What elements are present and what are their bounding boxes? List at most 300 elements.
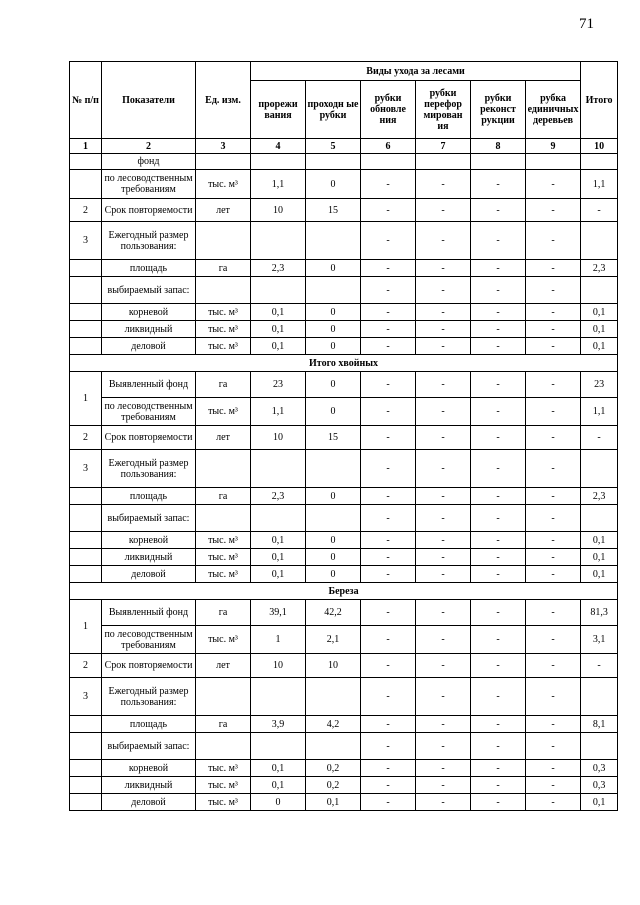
unit-cell: га (196, 716, 251, 733)
unit-cell (196, 277, 251, 304)
value-cell (306, 678, 361, 716)
value-cell: 0,1 (251, 338, 306, 355)
row-number (70, 170, 102, 199)
value-cell: 0 (306, 532, 361, 549)
value-cell: - (526, 794, 581, 811)
unit-cell (196, 678, 251, 716)
table-row (70, 716, 618, 733)
value-cell: 0 (306, 398, 361, 426)
value-cell: - (361, 626, 416, 654)
value-cell: - (361, 777, 416, 794)
table-row (70, 372, 618, 398)
value-cell: - (471, 760, 526, 777)
total-cell: 0,1 (581, 566, 618, 583)
value-cell: 23 (251, 372, 306, 398)
value-cell: - (361, 566, 416, 583)
value-cell: - (416, 654, 471, 678)
total-cell: - (581, 199, 618, 222)
row-number (70, 154, 102, 170)
value-cell: 0 (306, 260, 361, 277)
value-cell: 2,3 (251, 260, 306, 277)
value-cell: 15 (306, 426, 361, 450)
row-number (70, 794, 102, 811)
value-cell: - (471, 716, 526, 733)
indicator-cell: площадь (102, 260, 196, 277)
total-cell: 0,1 (581, 549, 618, 566)
unit-cell: тыс. м³ (196, 549, 251, 566)
indicator-cell: Срок повторяемости (102, 426, 196, 450)
value-cell: 0 (306, 321, 361, 338)
row-number (70, 304, 102, 321)
value-cell: - (526, 505, 581, 532)
header-num: № п/п (70, 62, 102, 139)
indicator-cell: площадь (102, 716, 196, 733)
value-cell: 0,1 (251, 566, 306, 583)
value-cell: - (361, 170, 416, 199)
value-cell: 0,1 (251, 532, 306, 549)
row-number (70, 488, 102, 505)
value-cell: 2,1 (306, 626, 361, 654)
value-cell: - (416, 488, 471, 505)
row-number (70, 760, 102, 777)
value-cell (526, 154, 581, 170)
unit-cell: тыс. м³ (196, 338, 251, 355)
value-cell: - (526, 678, 581, 716)
value-cell: - (361, 277, 416, 304)
row-number: 3 (70, 222, 102, 260)
value-cell: - (526, 199, 581, 222)
table-row (70, 321, 618, 338)
total-cell (581, 222, 618, 260)
unit-cell: лет (196, 199, 251, 222)
table-row (70, 338, 618, 355)
value-cell: - (416, 777, 471, 794)
value-cell: - (526, 222, 581, 260)
unit-cell (196, 154, 251, 170)
indicator-cell: Ежегодный размер пользования: (102, 450, 196, 488)
value-cell: - (526, 260, 581, 277)
value-cell: - (471, 170, 526, 199)
value-cell: - (416, 678, 471, 716)
value-cell: 0,1 (251, 549, 306, 566)
column-index: 4 (251, 139, 306, 154)
table-row (70, 600, 618, 626)
total-cell: 0,3 (581, 760, 618, 777)
unit-cell: лет (196, 654, 251, 678)
indicator-cell: по лесоводственным требованиям (102, 398, 196, 426)
value-cell: 0,1 (251, 777, 306, 794)
value-cell: - (361, 733, 416, 760)
total-cell (581, 678, 618, 716)
value-cell (361, 154, 416, 170)
value-cell: 0 (306, 566, 361, 583)
table-row (70, 733, 618, 760)
value-cell: - (361, 338, 416, 355)
indicator-cell: корневой (102, 532, 196, 549)
value-cell (306, 450, 361, 488)
row-number (70, 505, 102, 532)
value-cell: 15 (306, 199, 361, 222)
indicator-cell: корневой (102, 760, 196, 777)
value-cell: - (361, 654, 416, 678)
table-row (70, 626, 618, 654)
table-row (70, 277, 618, 304)
value-cell: 0 (306, 170, 361, 199)
value-cell: 0 (251, 794, 306, 811)
value-cell: - (471, 549, 526, 566)
value-cell: 39,1 (251, 600, 306, 626)
value-cell: - (471, 532, 526, 549)
row-number (70, 549, 102, 566)
value-cell: 0,1 (251, 760, 306, 777)
value-cell: 2,3 (251, 488, 306, 505)
table-row (70, 654, 618, 678)
value-cell: - (361, 426, 416, 450)
indicator-cell: площадь (102, 488, 196, 505)
table-row (70, 222, 618, 260)
value-cell: - (471, 338, 526, 355)
total-cell: 1,1 (581, 398, 618, 426)
total-cell: - (581, 654, 618, 678)
table-row (70, 398, 618, 426)
table-row (70, 760, 618, 777)
value-cell: - (526, 777, 581, 794)
row-number: 2 (70, 199, 102, 222)
value-cell: - (471, 450, 526, 488)
row-number (70, 277, 102, 304)
value-cell: - (416, 450, 471, 488)
value-cell: - (526, 372, 581, 398)
total-cell: 1,1 (581, 170, 618, 199)
value-cell: 10 (251, 199, 306, 222)
value-cell: - (416, 372, 471, 398)
indicator-cell: выбираемый запас: (102, 733, 196, 760)
value-cell: - (361, 222, 416, 260)
table-row (70, 678, 618, 716)
total-cell: 3,1 (581, 626, 618, 654)
value-cell (251, 222, 306, 260)
unit-cell: тыс. м³ (196, 760, 251, 777)
table-row (70, 549, 618, 566)
unit-cell: тыс. м³ (196, 566, 251, 583)
value-cell: 0,2 (306, 777, 361, 794)
value-cell (306, 277, 361, 304)
value-cell: - (471, 398, 526, 426)
row-number (70, 733, 102, 760)
value-cell: 0,1 (251, 304, 306, 321)
value-cell: - (526, 488, 581, 505)
table-row (70, 426, 618, 450)
total-cell (581, 733, 618, 760)
column-index: 5 (306, 139, 361, 154)
value-cell: 0 (306, 304, 361, 321)
value-cell: - (526, 716, 581, 733)
value-cell: - (416, 549, 471, 566)
value-cell: - (361, 199, 416, 222)
value-cell: - (416, 260, 471, 277)
total-cell: 23 (581, 372, 618, 398)
value-cell: - (416, 505, 471, 532)
value-cell: 0,1 (306, 794, 361, 811)
value-cell: - (526, 760, 581, 777)
row-number (70, 566, 102, 583)
total-cell (581, 154, 618, 170)
value-cell: - (471, 426, 526, 450)
value-cell (416, 154, 471, 170)
indicator-cell: деловой (102, 566, 196, 583)
value-cell: 1,1 (251, 170, 306, 199)
value-cell (251, 450, 306, 488)
section-row (70, 355, 618, 372)
unit-cell (196, 222, 251, 260)
indicator-cell: Срок повторяемости (102, 654, 196, 678)
value-cell: - (416, 600, 471, 626)
row-number: 1 (70, 600, 102, 654)
table-row (70, 777, 618, 794)
value-cell (471, 154, 526, 170)
unit-cell: лет (196, 426, 251, 450)
value-cell: - (361, 760, 416, 777)
value-cell: - (526, 654, 581, 678)
value-cell: - (361, 549, 416, 566)
indicator-cell: Ежегодный размер пользования: (102, 678, 196, 716)
row-number: 3 (70, 450, 102, 488)
header-type: рубки реконст рукции (471, 81, 526, 139)
value-cell: - (361, 600, 416, 626)
unit-cell: га (196, 600, 251, 626)
table-row (70, 450, 618, 488)
unit-cell: тыс. м³ (196, 170, 251, 199)
value-cell (306, 222, 361, 260)
value-cell: - (361, 321, 416, 338)
table-row (70, 199, 618, 222)
header-care-types: Виды ухода за лесами (251, 62, 581, 81)
value-cell (251, 277, 306, 304)
value-cell: - (526, 277, 581, 304)
value-cell: - (471, 321, 526, 338)
column-index-row (70, 139, 618, 154)
total-cell: 0,1 (581, 321, 618, 338)
header-indicators: Показатели (102, 62, 196, 139)
indicator-cell: Ежегодный размер пользования: (102, 222, 196, 260)
unit-cell: тыс. м³ (196, 532, 251, 549)
value-cell: 0 (306, 549, 361, 566)
indicator-cell: по лесоводственным требованиям (102, 170, 196, 199)
header-type: рубки перефор мирован ия (416, 81, 471, 139)
column-index: 3 (196, 139, 251, 154)
value-cell (251, 505, 306, 532)
unit-cell: тыс. м³ (196, 304, 251, 321)
value-cell: - (361, 304, 416, 321)
column-index: 7 (416, 139, 471, 154)
value-cell: - (471, 733, 526, 760)
total-cell: 0,3 (581, 777, 618, 794)
value-cell: - (526, 304, 581, 321)
indicator-cell: ликвидный (102, 321, 196, 338)
indicator-cell: Выявленный фонд (102, 600, 196, 626)
row-number (70, 716, 102, 733)
value-cell: - (416, 426, 471, 450)
value-cell: - (416, 199, 471, 222)
column-index: 9 (526, 139, 581, 154)
value-cell: - (361, 450, 416, 488)
header-type: рубки обновле ния (361, 81, 416, 139)
value-cell: - (416, 760, 471, 777)
value-cell: - (361, 505, 416, 532)
value-cell: - (526, 426, 581, 450)
value-cell: - (526, 321, 581, 338)
value-cell: 0 (306, 488, 361, 505)
unit-cell: тыс. м³ (196, 794, 251, 811)
value-cell: - (526, 532, 581, 549)
value-cell: - (471, 277, 526, 304)
table-row (70, 505, 618, 532)
indicator-cell: ликвидный (102, 777, 196, 794)
unit-cell (196, 733, 251, 760)
row-number (70, 777, 102, 794)
value-cell: - (526, 600, 581, 626)
unit-cell: га (196, 372, 251, 398)
page-number: 71 (579, 16, 594, 32)
value-cell (306, 154, 361, 170)
row-number (70, 321, 102, 338)
total-cell: 2,3 (581, 260, 618, 277)
total-cell (581, 277, 618, 304)
value-cell: - (361, 532, 416, 549)
total-cell: 2,3 (581, 488, 618, 505)
value-cell: - (416, 304, 471, 321)
header-type: проходн ые рубки (306, 81, 361, 139)
unit-cell: тыс. м³ (196, 398, 251, 426)
value-cell: - (471, 199, 526, 222)
value-cell: - (526, 549, 581, 566)
table-row (70, 154, 618, 170)
value-cell: - (471, 488, 526, 505)
value-cell: - (416, 222, 471, 260)
value-cell: - (416, 170, 471, 199)
value-cell: - (416, 398, 471, 426)
value-cell: - (471, 600, 526, 626)
value-cell: - (361, 794, 416, 811)
value-cell: - (416, 338, 471, 355)
header-type: рубка единичных деревьев (526, 81, 581, 139)
row-number: 2 (70, 654, 102, 678)
table-row (70, 170, 618, 199)
indicator-cell: Выявленный фонд (102, 372, 196, 398)
unit-cell (196, 450, 251, 488)
value-cell: - (526, 398, 581, 426)
total-cell: 0,1 (581, 304, 618, 321)
table-row (70, 304, 618, 321)
value-cell (251, 733, 306, 760)
value-cell: - (361, 678, 416, 716)
value-cell: - (471, 222, 526, 260)
indicator-cell: фонд (102, 154, 196, 170)
header-total: Итого (581, 62, 618, 139)
value-cell (306, 733, 361, 760)
indicator-cell: ликвидный (102, 549, 196, 566)
unit-cell: тыс. м³ (196, 626, 251, 654)
value-cell: - (471, 626, 526, 654)
value-cell: - (416, 566, 471, 583)
value-cell: - (416, 532, 471, 549)
value-cell: 0,2 (306, 760, 361, 777)
column-index: 1 (70, 139, 102, 154)
unit-cell (196, 505, 251, 532)
unit-cell: га (196, 488, 251, 505)
total-cell (581, 505, 618, 532)
value-cell: - (526, 170, 581, 199)
indicator-cell: деловой (102, 338, 196, 355)
value-cell (251, 154, 306, 170)
value-cell: 1 (251, 626, 306, 654)
table-row (70, 532, 618, 549)
column-index: 10 (581, 139, 618, 154)
value-cell: 42,2 (306, 600, 361, 626)
value-cell: - (416, 794, 471, 811)
value-cell: - (416, 277, 471, 304)
total-cell: 81,3 (581, 600, 618, 626)
row-number (70, 532, 102, 549)
value-cell: - (526, 733, 581, 760)
total-cell: 8,1 (581, 716, 618, 733)
value-cell: - (471, 505, 526, 532)
value-cell: 10 (251, 426, 306, 450)
value-cell: - (471, 566, 526, 583)
value-cell: - (471, 372, 526, 398)
indicator-cell: выбираемый запас: (102, 505, 196, 532)
section-row (70, 583, 618, 600)
value-cell: - (471, 260, 526, 277)
table-row (70, 260, 618, 277)
unit-cell: тыс. м³ (196, 321, 251, 338)
value-cell: - (416, 321, 471, 338)
indicator-cell: выбираемый запас: (102, 277, 196, 304)
indicator-cell: деловой (102, 794, 196, 811)
table-row (70, 488, 618, 505)
column-index: 8 (471, 139, 526, 154)
value-cell: - (361, 260, 416, 277)
forest-care-table (69, 61, 618, 811)
header-type: прорежи вания (251, 81, 306, 139)
table-row (70, 566, 618, 583)
value-cell: - (526, 450, 581, 488)
indicator-cell: Срок повторяемости (102, 199, 196, 222)
total-cell: 0,1 (581, 794, 618, 811)
row-number (70, 338, 102, 355)
value-cell (306, 505, 361, 532)
unit-cell: тыс. м³ (196, 777, 251, 794)
table-row (70, 794, 618, 811)
total-cell: 0,1 (581, 532, 618, 549)
value-cell: - (416, 626, 471, 654)
value-cell (251, 678, 306, 716)
value-cell: 4,2 (306, 716, 361, 733)
value-cell: 3,9 (251, 716, 306, 733)
section-title: Итого хвойных (70, 355, 618, 372)
row-number: 3 (70, 678, 102, 716)
value-cell: - (526, 566, 581, 583)
value-cell: - (361, 372, 416, 398)
header-unit: Ед. изм. (196, 62, 251, 139)
section-title: Береза (70, 583, 618, 600)
value-cell: - (471, 654, 526, 678)
value-cell: 10 (306, 654, 361, 678)
indicator-cell: по лесоводственным требованиям (102, 626, 196, 654)
value-cell: - (471, 304, 526, 321)
row-number (70, 260, 102, 277)
value-cell: - (416, 733, 471, 760)
